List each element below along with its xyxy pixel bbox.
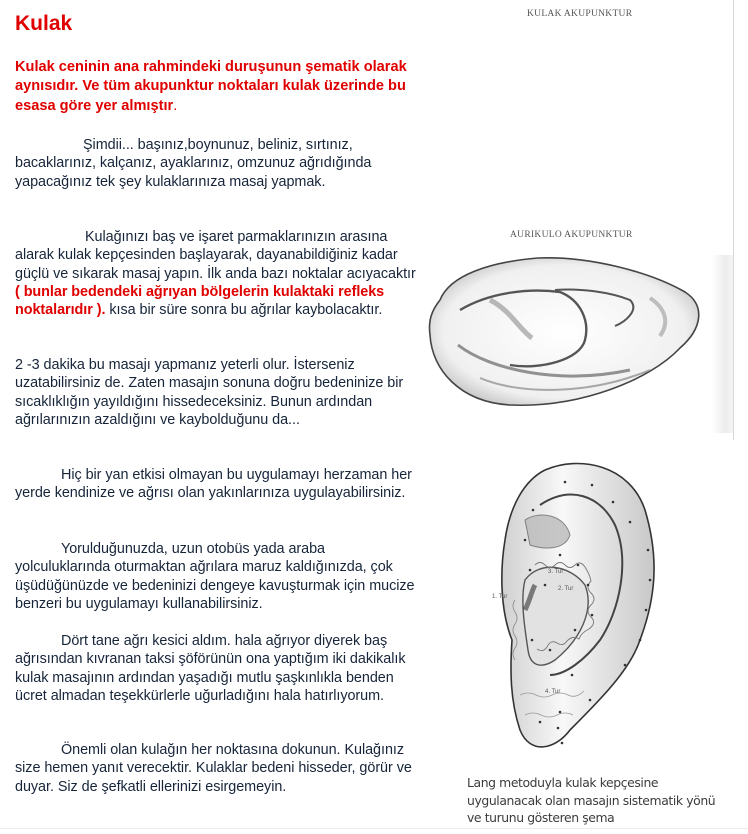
ear-side-figure-caption: AURIKULO AKUPUNKTUR	[510, 230, 633, 240]
page-title: Kulak	[15, 12, 73, 35]
ear-outer-helix	[429, 258, 698, 405]
paragraph-5-text: Yorulduğunuzda, uzun otobüs yada araba yolculuklarında oturmaktan ağrılara maruz kaldığınızda, çok üşüdüğünüzde ve bedeninizi dengeye kavuşturmak için mucize benzeri bu uygulamayı kullanabilirsiniz.	[15, 541, 415, 612]
paragraph-5	[15, 540, 420, 613]
fetus-figure-caption: KULAK AKUPUNKTUR	[527, 9, 633, 19]
paragraph-4	[15, 466, 420, 503]
paragraph-7	[15, 741, 420, 796]
paragraph-7-text: Önemli olan kulağın her noktasına dokunun. Kulağınız size hemen yanıt verecektir. Kulaklar bedeni hisseder, görür ve duyar. Siz de şefkatli ellerinizi esirgemeyin.	[15, 742, 412, 795]
fetus-illustration	[420, 0, 734, 230]
circuit-label-1: 1. Tur	[492, 594, 508, 600]
paragraph-2-end: kısa bir süre sonra bu ağrılar kaybolacaktır.	[105, 302, 383, 319]
circuit-label-3: 3. Tur	[548, 569, 564, 575]
paragraph-4-text: Hiç bir yan etkisi olmayan bu uygulamayı herzaman her yerde kendinize ve ağrısı olan yakınlarınıza uygulayabilirsiniz.	[15, 467, 412, 502]
paragraph-6-text: Dört tane ağrı kesici aldım. hala ağrıyor diyerek baş ağrısından kıvranan taksi şöförünün ona yaptığım iki dakikalık kulak masajının ardından yaşadığı mutlu şaşkınlıkla benden ücret almadan teşekkürlerle uğurladığını hala hatırlıyorum.	[15, 633, 406, 704]
paragraph-1	[15, 136, 420, 191]
scan-edge-line	[733, 0, 734, 440]
paragraph-1-text: Şimdii... başınız,boynunuz, beliniz, sırtınız, bacaklarınız, kalçanız, ayaklarınız, omzunuz ağrıdığında yapacağınız tek şey kulaklarınıza masaj yapmak.	[15, 137, 372, 190]
intro-end-punct: .	[173, 97, 178, 114]
intro-bold-text: Kulak ceninin ana rahmindeki duruşunun şematik olarak aynısıdır. Ve tüm akupunktur noktaları kulak üzerinde bu esasa göre yer almıştır	[15, 59, 407, 114]
paragraph-2-highlight: ( bunlar bedendeki ağrıyan bölgelerin kulaktaki refleks noktalarıdır ).	[15, 283, 385, 319]
bottom-divider	[0, 828, 748, 829]
side-ear-illustration	[420, 230, 720, 440]
ear-massage-caption: Lang metoduyla kulak kepçesine uygulanacak olan masajın sistematik yönü ve turunu gösteren şema	[467, 775, 716, 825]
circuit-label-2: 2. Tur	[558, 586, 574, 592]
paragraph-2-text: Kulağınızı baş ve işaret parmaklarınızın arasına alarak kulak kepçesinden başlayarak, dayanabildiğiniz kadar güçlü ve sıkarak masaj yapın. İlk anda bazı noktalar acıyacaktır	[15, 229, 416, 282]
paragraph-6	[15, 632, 420, 705]
intro-paragraph	[15, 58, 415, 116]
circuit-label-4: 4. Tur	[545, 689, 561, 695]
paragraph-2	[15, 228, 420, 319]
front-ear-illustration	[470, 450, 670, 770]
paragraph-3	[15, 356, 420, 429]
paragraph-3-text: 2 -3 dakika bu masajı yapmanız yeterli olur. İsterseniz uzatabilirsiniz de. Zaten masajın sonuna doğru bedeninize bir sıcaklıklığın yayıldığını hissedeceksiniz. Bunun ardından ağrılarınızın azaldığını ve kaybolduğunu da...	[15, 357, 404, 428]
